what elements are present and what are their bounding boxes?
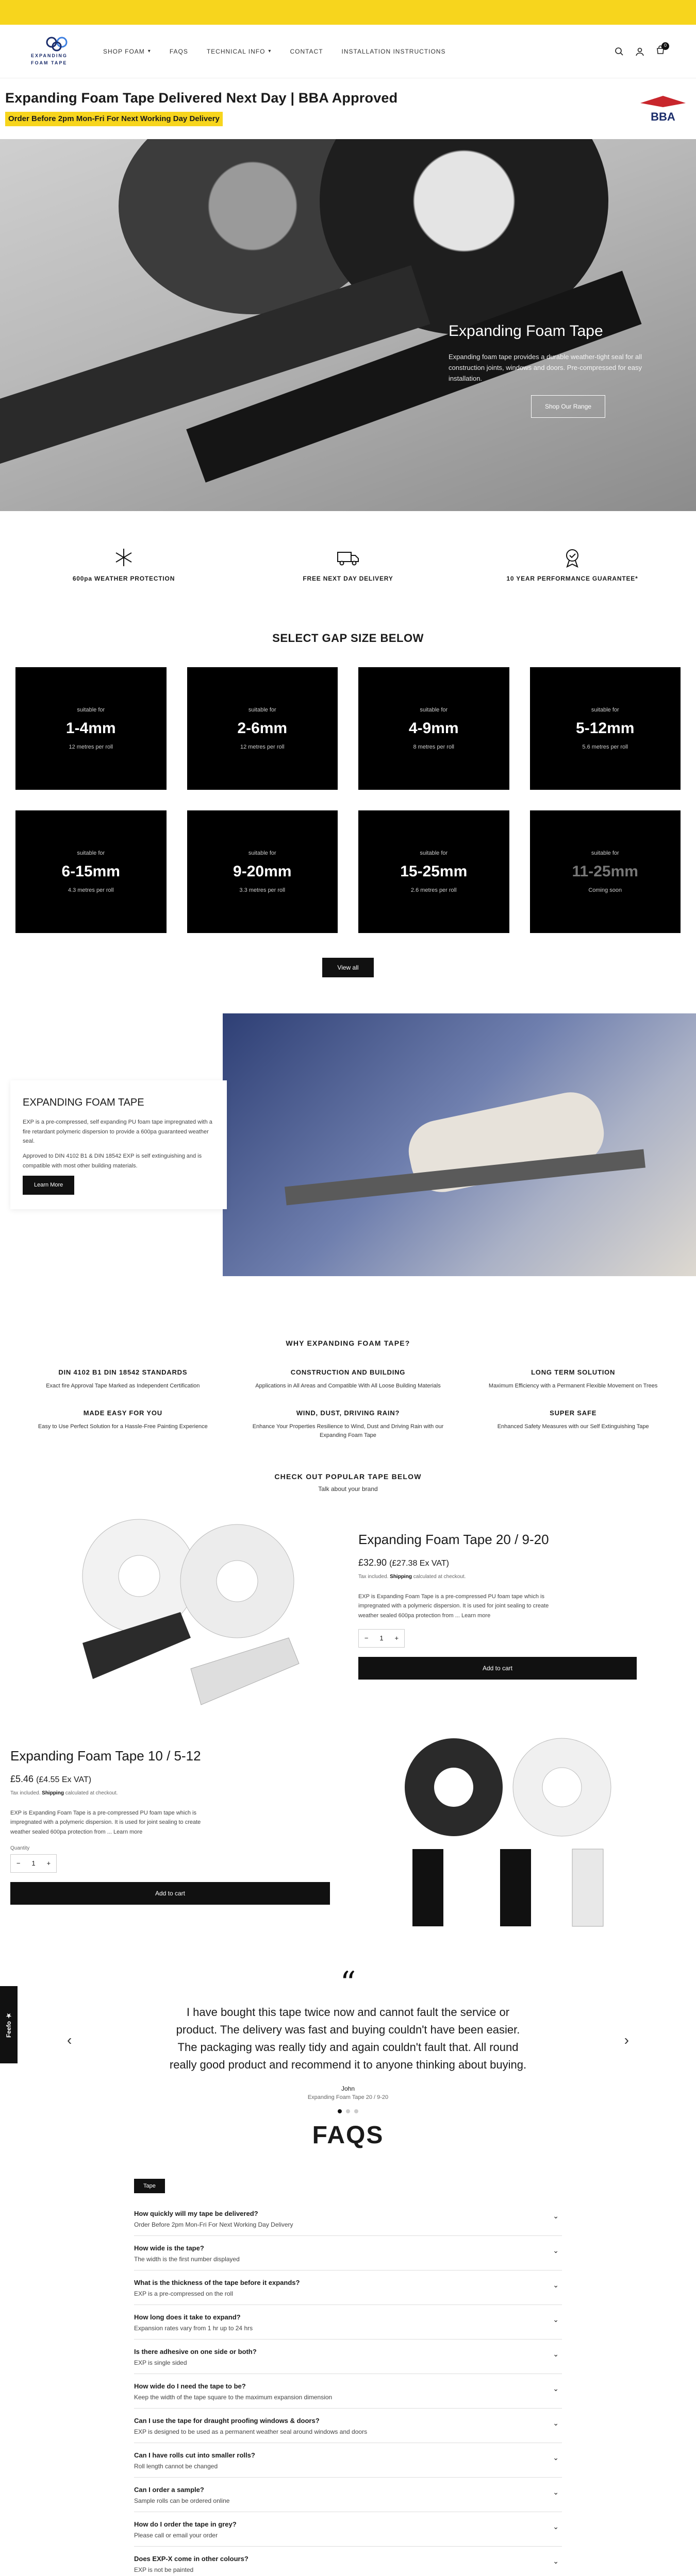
review-author: John [341,2085,355,2093]
checkout-title: CHECK OUT POPULAR TAPE BELOW [274,1472,422,1481]
carousel-dots [0,2109,696,2113]
gap-size-grid [0,647,696,933]
search-icon[interactable] [615,47,624,56]
quantity-value[interactable]: 1 [379,1634,384,1642]
faq-question: What is the thickness of the tape before it expands? [134,2279,300,2287]
plus-icon[interactable]: + [394,1634,399,1642]
page-title: Expanding Foam Tape Delivered Next Day | BBA Approved [5,90,398,106]
feature-delivery [281,547,415,630]
tax-note: Tax included. [358,1573,389,1580]
faq-answer: EXP is designed to be used as a permanent weather seal around windows and doors [134,2428,368,2435]
site-header [0,25,696,78]
add-to-cart-button[interactable]: Add to cart [10,1882,330,1905]
gap-card-size: 6-15mm [61,862,120,880]
quantity-selector-1 [358,1629,637,1648]
review-product: Expanding Foam Tape 20 / 9-20 [307,2094,389,2101]
carousel-dot[interactable] [338,2109,342,2113]
carousel-dot[interactable] [346,2109,350,2113]
gap-card-note: 12 metres per roll [69,743,113,750]
gap-card-2-6[interactable] [187,667,338,790]
bba-logo [636,93,690,126]
faq-answer: Order Before 2pm Mon-Fri For Next Working Day Delivery [134,2221,293,2228]
guarantee-icon [562,547,583,568]
brand-name: EXPANDING FOAM TAPE [31,53,68,65]
gap-card-size: 11-25mm [572,862,638,880]
feefo-reviews-tab[interactable]: Feefo ★ [0,1986,18,2063]
why-item-desc: Applications in All Areas and Compatible With All Loose Building Materials [255,1382,441,1389]
faq-question: How do I order the tape in grey? [134,2520,237,2529]
quantity-selector-2 [10,1854,330,1873]
hero-banner [0,139,696,511]
chevron-down-icon: ⌄ [553,2557,559,2566]
tax-shipping-note [10,1789,330,1797]
why-item-title: WIND, DUST, DRIVING RAIN? [296,1409,400,1417]
feature-weather-label: 600pa WEATHER PROTECTION [72,575,175,582]
learn-more-button[interactable]: Learn More [23,1176,74,1195]
gap-card-note: 2.6 metres per roll [410,887,457,893]
product-info-1 [358,1530,637,1680]
gap-section-title: SELECT GAP SIZE BELOW [272,632,424,645]
product-info-2 [10,1746,330,1905]
chevron-down-icon: ⌄ [553,2419,559,2428]
price-value: £32.90 [358,1557,387,1568]
gap-card-small: suitable for [77,850,105,856]
quantity-label: Quantity [10,1845,30,1851]
why-item-title: MADE EASY FOR YOU [83,1409,162,1417]
gap-card-size: 5-12mm [576,719,635,737]
gap-card-small: suitable for [591,850,619,856]
cart-button[interactable] [656,45,665,58]
title-bar [0,78,696,139]
product-title-1[interactable]: Expanding Foam Tape 20 / 9-20 [358,1531,549,1547]
chevron-left-icon[interactable]: ‹ [67,2031,72,2048]
chevron-down-icon: ⌄ [553,2453,559,2462]
nav-technical-info[interactable]: TECHNICAL INFO ▾ [206,47,272,55]
snowflake-icon [113,547,134,568]
feature-strip [0,511,696,630]
account-icon[interactable] [635,47,644,56]
faq-item[interactable] [134,2409,562,2443]
logo-icon [45,36,68,52]
gap-card-note: 12 metres per roll [240,743,285,750]
why-grid [0,1349,696,1440]
add-to-cart-button[interactable]: Add to cart [358,1657,637,1680]
shipping-link[interactable]: Shipping [390,1573,412,1580]
product-desc-2: EXP is Expanding Foam Tape is a pre-compressed PU foam tape which is impregnated with a polymeric dispersion. It is used for joint sealing to create weather sealed 600pa protection from ... Learn more [10,1809,201,1836]
faq-answer: Roll length cannot be changed [134,2462,218,2470]
faq-section [0,2102,696,2576]
faq-answer: EXP is single sided [134,2359,187,2366]
chevron-down-icon: ⌄ [553,2384,559,2393]
main-nav [103,47,445,56]
why-item-desc: Easy to Use Perfect Solution for a Hassle-Free Painting Experience [38,1423,208,1430]
chevron-down-icon: ⌄ [553,2281,559,2290]
why-item-desc: Maximum Efficiency with a Permanent Flexible Movement on Trees [488,1382,658,1389]
why-item-title: DIN 4102 B1 DIN 18542 STANDARDS [58,1368,188,1376]
faq-item[interactable] [134,2443,562,2478]
faq-item[interactable] [134,2478,562,2512]
nav-shop-foam[interactable]: SHOP FOAM ▾ [103,47,151,55]
chevron-down-icon: ⌄ [553,2246,559,2255]
promo-card [10,1080,227,1209]
faq-list [134,2201,562,2576]
why-item [471,1367,675,1391]
chevron-down-icon: ⌄ [553,2350,559,2359]
faq-question: Can I order a sample? [134,2486,204,2494]
gap-card-11-25[interactable] [530,810,681,933]
faq-answer: EXP is a pre-compressed on the roll [134,2290,233,2297]
bba-logo-text: BBA [651,110,675,123]
why-item-desc: Exact fire Approval Tape Marked as Independent Certification [46,1382,200,1389]
cart-count: 0 [661,42,669,50]
promo-text-2: Approved to DIN 4102 B1 & DIN 18542 EXP is self extinguishing and is compatible with most other building materials. [23,1153,202,1169]
faq-question: How wide do I need the tape to be? [134,2382,246,2391]
product-featured-2 [0,1731,696,1947]
faq-answer: EXP is not be painted [134,2566,194,2573]
feature-weather [57,547,191,630]
gap-card-small: suitable for [77,707,105,713]
faq-item[interactable] [134,2340,562,2374]
gap-card-5-12[interactable] [530,667,681,790]
faq-question: Does EXP-X come in other colours? [134,2555,248,2563]
product-price-2 [10,1772,330,1786]
checkout-section [0,1440,696,1494]
chevron-down-icon: ⌄ [553,2212,559,2221]
header-icons [615,45,665,58]
why-item [471,1408,675,1440]
gap-card-9-20[interactable] [187,810,338,933]
chevron-down-icon: ⌄ [553,2522,559,2531]
gap-card-1-4[interactable] [15,667,167,790]
gap-card-15-25[interactable] [358,810,509,933]
plus-icon[interactable]: + [46,1859,51,1868]
review-text: I have bought this tape twice now and cannot fault the service or product. The delivery was fast and buying couldn't have been easier. The packaging was really tidy and again couldn't fault that. All round really good product and recommend it to anyone thinking about buying. [169,2005,527,2072]
why-item-desc: Enhance Your Properties Resilience to Wind, Dust and Driving Rain with our Expanding Foam Tape [252,1423,444,1439]
promo-image [223,1013,696,1276]
promo-heading: EXPANDING FOAM TAPE [23,1097,144,1108]
gap-card-small: suitable for [248,850,276,856]
product-price-1 [358,1556,637,1570]
gap-card-note: Coming soon [588,887,622,893]
faq-answer: The width is the first number displayed [134,2255,240,2263]
minus-icon[interactable]: − [16,1859,21,1868]
gap-card-size: 9-20mm [233,862,292,880]
tax-note: Tax included. [10,1790,41,1796]
gap-card-note: 3.3 metres per roll [239,887,286,893]
gap-card-note: 8 metres per roll [413,743,454,750]
faq-answer: Keep the width of the tape square to the maximum expansion dimension [134,2393,333,2401]
brand-logo[interactable] [31,36,82,66]
promo-text-1: EXP is a pre-compressed, self expanding PU foam tape impregnated with a fire retardant polymeric dispersion to provide a 600pa guaranteed weather seal. [23,1119,212,1145]
why-section [0,1276,696,1440]
review-carousel [0,1947,696,2102]
faq-question: Can I have rolls cut into smaller rolls? [134,2451,255,2460]
faq-answer: Sample rolls can be ordered online [134,2497,230,2504]
faq-item[interactable] [134,2236,562,2270]
product-image-2[interactable] [371,1731,650,1937]
gap-card-small: suitable for [591,707,619,713]
product-image-1[interactable] [62,1514,320,1731]
nav-contact[interactable]: CONTACT [290,47,323,55]
hero-text: Expanding foam tape provides a durable weather-tight seal for all construction joints, windows and doors. Pre-compressed for easy installation. [449,353,642,382]
why-item [246,1367,451,1391]
minus-icon[interactable]: − [364,1634,369,1642]
gap-card-small: suitable for [420,850,448,856]
faq-item[interactable] [134,2512,562,2547]
faq-answer: Expansion rates vary from 1 hr up to 24 hrs [134,2324,253,2332]
gap-card-size: 15-25mm [400,862,468,880]
feature-guarantee-label: 10 YEAR PERFORMANCE GUARANTEE* [506,575,638,582]
why-item [21,1408,225,1440]
hero-content [449,319,665,418]
why-item-title: LONG TERM SOLUTION [531,1368,616,1376]
why-item-title: SUPER SAFE [550,1409,597,1417]
faq-title: FAQS [312,2121,384,2149]
truck-icon [337,547,359,568]
faq-item[interactable] [134,2305,562,2340]
hero-heading: Expanding Foam Tape [449,323,603,340]
price-value: £5.46 [10,1773,34,1784]
gap-card-4-9[interactable] [358,667,509,790]
price-ex-vat: (£4.55 Ex VAT) [36,1775,92,1784]
chevron-down-icon: ⌄ [553,2488,559,2497]
faq-question: How long does it take to expand? [134,2313,241,2321]
gap-card-6-15[interactable] [15,810,167,933]
faq-question: Can I use the tape for draught proofing windows & doors? [134,2417,320,2425]
checkout-subtitle: Talk about your brand [318,1485,378,1493]
product-desc-1: EXP is Expanding Foam Tape is a pre-compressed PU foam tape which is impregnated with a polymeric dispersion. It is used for joint sealing to create weather sealed 600pa protection from ... Learn more [358,1593,549,1619]
tax-shipping-note [358,1573,637,1581]
view-all-button[interactable]: View all [322,958,374,977]
chevron-down-icon: ⌄ [553,2315,559,2324]
shop-range-button[interactable]: Shop Our Range [531,395,605,418]
faq-item[interactable] [134,2547,562,2576]
chevron-right-icon[interactable]: › [624,2031,629,2048]
feature-delivery-label: FREE NEXT DAY DELIVERY [303,575,393,582]
delivery-tag: Order Before 2pm Mon-Fri For Next Working Day Delivery [5,112,223,127]
quantity-stepper[interactable] [10,1854,57,1873]
faq-item[interactable] [134,2374,562,2409]
quantity-value[interactable]: 1 [31,1859,36,1868]
faq-question: How wide is the tape? [134,2244,204,2252]
shipping-note: calculated at checkout. [65,1790,118,1796]
faq-answer: Please call or email your order [134,2531,218,2539]
faq-tab-tape[interactable]: Tape [134,2179,165,2194]
why-item [21,1367,225,1391]
faq-item[interactable] [134,2270,562,2305]
gap-card-small: suitable for [420,707,448,713]
quote-icon: “ [340,1964,356,2001]
feature-guarantee [505,547,639,630]
announcement-bar [0,0,696,25]
nav-installation[interactable]: INSTALLATION INSTRUCTIONS [341,47,446,55]
quantity-stepper[interactable] [358,1629,405,1648]
gap-card-size: 1-4mm [65,719,116,737]
gap-card-note: 5.6 metres per roll [582,743,628,750]
promo-section [0,1013,696,1276]
product-title-2[interactable]: Expanding Foam Tape 10 / 5-12 [10,1748,201,1764]
why-item [246,1408,451,1440]
shipping-link[interactable]: Shipping [42,1790,64,1796]
faq-question: How quickly will my tape be delivered? [134,2210,258,2218]
gap-card-note: 4.3 metres per roll [68,887,114,893]
product-featured-1 [0,1514,696,1731]
why-item-title: CONSTRUCTION AND BUILDING [290,1368,406,1376]
gap-card-size: 4-9mm [408,719,459,737]
faq-question: Is there adhesive on one side or both? [134,2348,257,2356]
why-title: WHY EXPANDING FOAM TAPE? [286,1339,410,1347]
gap-card-size: 2-6mm [237,719,288,737]
price-ex-vat: (£27.38 Ex VAT) [389,1558,449,1568]
carousel-dot[interactable] [354,2109,358,2113]
faq-item[interactable] [134,2201,562,2236]
why-item-desc: Enhanced Safety Measures with our Self Extinguishing Tape [497,1423,649,1430]
nav-faqs[interactable]: FAQS [169,47,188,55]
gap-card-small: suitable for [248,707,276,713]
shipping-note: calculated at checkout. [413,1573,466,1580]
